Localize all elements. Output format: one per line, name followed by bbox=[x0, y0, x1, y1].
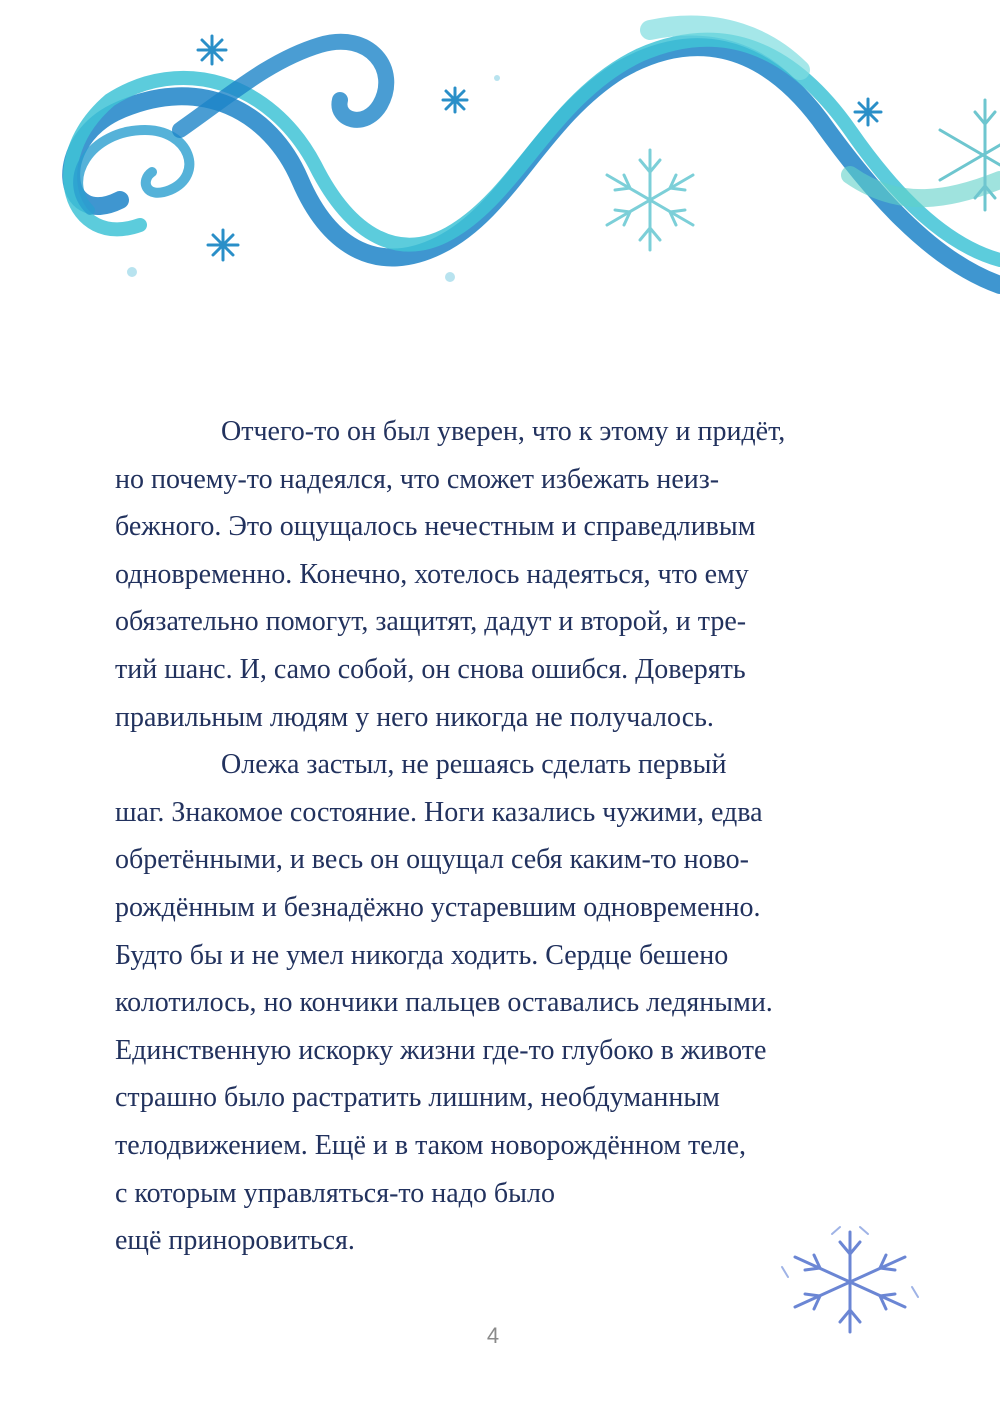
text-line: колотилось, но кончики пальцев оставались ледяными. bbox=[115, 987, 773, 1019]
text-line: обретёнными, и весь он ощущал себя каким-то ново- bbox=[115, 844, 750, 876]
text-line: страшно было растратить лишним, необдуманным bbox=[115, 1082, 720, 1114]
snowflake-icon bbox=[607, 150, 693, 250]
text-line: рождённым и безнадёжно устаревшим одновременно. bbox=[115, 891, 761, 923]
text-line: Будто бы и не умел никогда ходить. Сердце бешено bbox=[115, 939, 729, 971]
text-line: Олежа застыл, не решаясь сделать первый bbox=[221, 749, 727, 781]
text-line: ещё приноровиться. bbox=[115, 1225, 355, 1257]
page-number: 4 bbox=[486, 1323, 500, 1348]
text-line: обязательно помогут, защитят, дадут и второй, и тре- bbox=[115, 606, 747, 638]
text-line: Единственную искорку жизни где-то глубоко в животе bbox=[115, 1034, 767, 1066]
text-line: с которым управляться-то надо было bbox=[115, 1177, 555, 1209]
text-line: Отчего-то он был уверен, что к этому и придёт, bbox=[221, 416, 786, 447]
text-line: бежного. Это ощущалось нечестным и справедливым bbox=[115, 511, 756, 543]
text-line: шаг. Знакомое состояние. Ноги казались чужими, едва bbox=[115, 796, 763, 828]
text-line: одновременно. Конечно, хотелось надеяться, что ему bbox=[115, 558, 749, 590]
top-swirl-ornament bbox=[0, 0, 1000, 320]
text-line: но почему-то надеялся, что сможет избежать неиз- bbox=[115, 463, 720, 495]
story-text bbox=[115, 408, 875, 1265]
text-line: тий шанс. И, само собой, он снова ошибся. Доверять bbox=[115, 653, 746, 685]
text-line: правильным людям у него никогда не получалось. bbox=[115, 701, 714, 733]
text-line: телодвижением. Ещё и в таком новорождённом теле, bbox=[115, 1129, 747, 1161]
